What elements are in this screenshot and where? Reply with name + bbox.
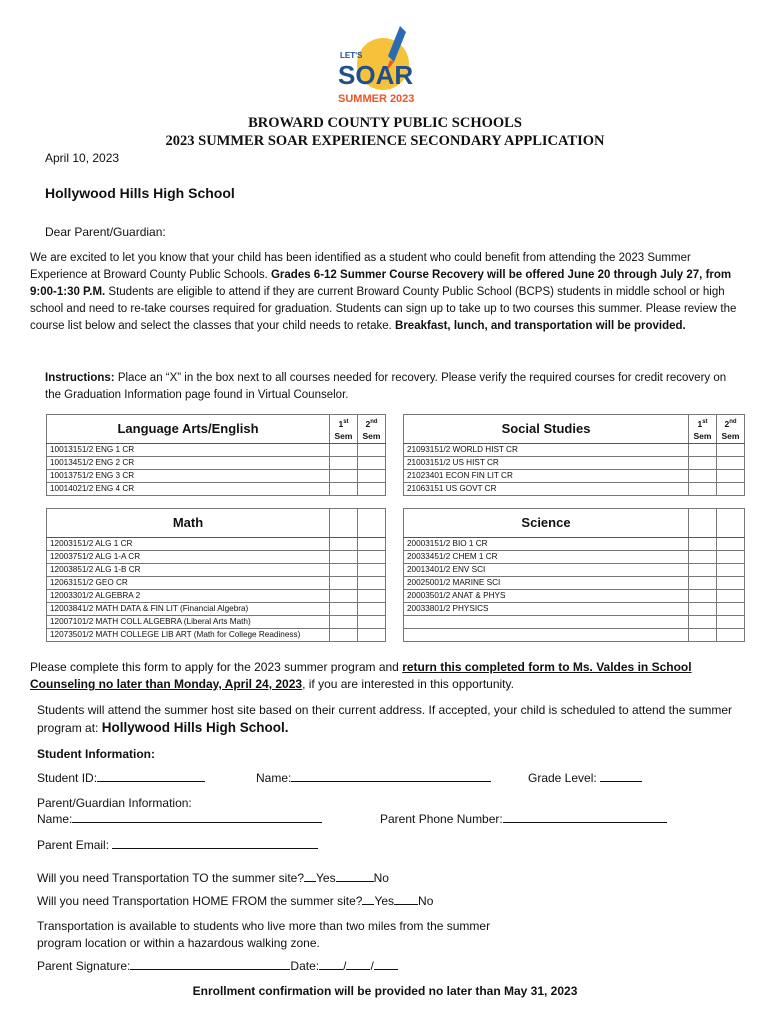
course-label: 20025001/2 MARINE SCI: [404, 577, 689, 590]
sem1-checkbox[interactable]: [330, 483, 358, 496]
sem1-checkbox[interactable]: [689, 577, 717, 590]
sem2-checkbox[interactable]: [717, 577, 745, 590]
sem1-checkbox[interactable]: [330, 551, 358, 564]
date-slash-2: /: [370, 959, 374, 973]
transport-home-yes-label: Yes: [374, 894, 395, 908]
sem1-checkbox[interactable]: [689, 470, 717, 483]
parent-info-label: Parent/Guardian Information:: [37, 796, 192, 810]
sem1-checkbox[interactable]: [689, 603, 717, 616]
transport-home-row: [37, 894, 433, 908]
student-id-field[interactable]: [97, 781, 205, 782]
intro-text-1: We are excited to let you know that your child has been identified as a student who could benefit from attending the 2023 Summer Experience at Broward County Public Schools.: [30, 252, 691, 281]
logo-soar: SOAR: [338, 60, 414, 90]
course-label: 12003751/2 ALG 1-A CR: [47, 551, 330, 564]
parent-name-field[interactable]: [72, 822, 322, 823]
transport-home-no-label: No: [418, 894, 434, 908]
sem2-checkbox[interactable]: [717, 551, 745, 564]
sem2-checkbox[interactable]: [717, 616, 745, 629]
transport-to-row: [37, 871, 389, 885]
transport-to-question: Will you need Transportation TO the summer site?: [37, 871, 305, 885]
table-row: [404, 564, 745, 577]
sem2-checkbox[interactable]: [358, 603, 386, 616]
sem2-checkbox[interactable]: [717, 590, 745, 603]
sem1-checkbox[interactable]: [330, 577, 358, 590]
table-row: [404, 538, 745, 551]
sem2-checkbox[interactable]: [717, 483, 745, 496]
sem1-checkbox[interactable]: [689, 629, 717, 642]
sem1-checkbox[interactable]: [689, 590, 717, 603]
sem1-header: [689, 509, 717, 538]
table-row: [404, 457, 745, 470]
apply-paragraph: [30, 659, 742, 693]
transport-to-no-field[interactable]: [336, 881, 374, 882]
host-paragraph: [37, 702, 742, 737]
course-label: 12003841/2 MATH DATA & FIN LIT (Financial Algebra): [47, 603, 330, 616]
sem1-checkbox[interactable]: [330, 457, 358, 470]
transport-note: Transportation is available to students who live more than two miles from the summer program location or within a hazardous walking zone.: [37, 919, 491, 950]
course-label: 20003151/2 BIO 1 CR: [404, 538, 689, 551]
table-row: [404, 551, 745, 564]
course-label: [404, 616, 689, 629]
transport-to-yes-label: Yes: [316, 871, 336, 885]
table-row: [404, 629, 745, 642]
course-label: 21093151/2 WORLD HIST CR: [404, 444, 689, 457]
table-row: [47, 629, 386, 642]
course-label: 12003151/2 ALG 1 CR: [47, 538, 330, 551]
apply-deadline: return this completed form to Ms. Valdes in School Counseling no later than Monday, April 24, 2023: [30, 660, 692, 691]
sem1-checkbox[interactable]: [689, 483, 717, 496]
apply-text-2: , if you are interested in this opportunity.: [302, 677, 514, 691]
date-month-field[interactable]: [319, 969, 343, 970]
course-label: 12073501/2 MATH COLLEGE LIB ART (Math for College Readiness): [47, 629, 330, 642]
sem2-checkbox[interactable]: [717, 470, 745, 483]
sem1-checkbox[interactable]: [689, 444, 717, 457]
language-arts-table: [46, 414, 386, 496]
sem2-checkbox[interactable]: [717, 444, 745, 457]
sem2-checkbox[interactable]: [717, 564, 745, 577]
transport-home-question: Will you need Transportation HOME FROM the summer site?: [37, 894, 363, 908]
signature-row: [37, 959, 398, 973]
course-label: 10014021/2 ENG 4 CR: [47, 483, 330, 496]
sem1-checkbox[interactable]: [330, 470, 358, 483]
sem1-checkbox[interactable]: [330, 444, 358, 457]
table-row: [47, 603, 386, 616]
greeting: Dear Parent/Guardian:: [45, 225, 166, 239]
date-slash-1: /: [343, 959, 347, 973]
footer-note: Enrollment confirmation will be provided no later than May 31, 2023: [192, 984, 578, 998]
course-label: 21003151/2 US HIST CR: [404, 457, 689, 470]
parent-email-label: Parent Email:: [37, 838, 110, 852]
course-label: 12003301/2 ALGEBRA 2: [47, 590, 330, 603]
sem2-checkbox[interactable]: [358, 538, 386, 551]
header-line-1: BROWARD COUNTY PUBLIC SCHOOLS: [248, 115, 522, 131]
student-name-row: [256, 771, 491, 785]
math-title: Math: [47, 509, 330, 538]
sem2-checkbox[interactable]: [717, 457, 745, 470]
student-name-label: Name:: [256, 771, 292, 785]
table-row: [47, 470, 386, 483]
table-row: [404, 590, 745, 603]
course-label: 12007101/2 MATH COLL ALGEBRA (Liberal Arts Math): [47, 616, 330, 629]
sem2-header: [358, 509, 386, 538]
sem1-header: 1st Sem: [689, 415, 717, 444]
course-label: 12063151/2 GEO CR: [47, 577, 330, 590]
course-label: 10013151/2 ENG 1 CR: [47, 444, 330, 457]
sem1-checkbox[interactable]: [330, 629, 358, 642]
course-label: 20013401/2 ENV SCI: [404, 564, 689, 577]
sem2-header: 2nd Sem: [358, 415, 386, 444]
sem1-header: 1st Sem: [330, 415, 358, 444]
letter-date: April 10, 2023: [45, 151, 120, 165]
sem2-checkbox[interactable]: [358, 551, 386, 564]
course-label: 12003851/2 ALG 1-B CR: [47, 564, 330, 577]
science-table: [403, 508, 745, 642]
sem1-header: [330, 509, 358, 538]
school-name: Hollywood Hills High School: [45, 185, 235, 201]
sem2-checkbox[interactable]: [358, 616, 386, 629]
sem2-checkbox[interactable]: [358, 577, 386, 590]
course-label: 20033451/2 CHEM 1 CR: [404, 551, 689, 564]
signature-date-label: Date:: [290, 959, 320, 973]
signature-field[interactable]: [130, 969, 290, 970]
table-row: [404, 577, 745, 590]
grade-field[interactable]: [600, 781, 642, 782]
instructions: [45, 370, 735, 404]
table-row: [47, 538, 386, 551]
sem1-checkbox[interactable]: [689, 538, 717, 551]
language-arts-title: Language Arts/English: [47, 415, 330, 444]
social-studies-title: Social Studies: [404, 415, 689, 444]
intro-meals: Breakfast, lunch, and transportation will be provided.: [395, 320, 686, 332]
student-id-label: Student ID:: [37, 771, 98, 785]
parent-name-label: Name:: [37, 812, 73, 826]
sem1-checkbox[interactable]: [330, 616, 358, 629]
table-row: [47, 590, 386, 603]
parent-phone-row: [380, 812, 667, 826]
instructions-label: Instructions:: [45, 372, 115, 384]
transport-home-yes-field[interactable]: [362, 904, 374, 905]
date-day-field[interactable]: [346, 969, 370, 970]
sem1-checkbox[interactable]: [689, 551, 717, 564]
table-row: [404, 483, 745, 496]
soar-summer-logo: [328, 22, 438, 106]
course-label: 10013451/2 ENG 2 CR: [47, 457, 330, 470]
sem2-checkbox[interactable]: [358, 444, 386, 457]
sem2-checkbox[interactable]: [358, 564, 386, 577]
sem2-checkbox[interactable]: [358, 483, 386, 496]
student-id-row: [37, 771, 205, 785]
sem2-checkbox[interactable]: [358, 470, 386, 483]
apply-text-1: Please complete this form to apply for the 2023 summer program and: [30, 660, 403, 674]
host-text: Students will attend the summer host site based on their current address. If accepted, your child is scheduled to attend the summer program at:: [37, 703, 733, 735]
course-label: 10013751/2 ENG 3 CR: [47, 470, 330, 483]
student-info-heading: Student Information:: [37, 747, 155, 761]
transport-to-yes-field[interactable]: [304, 881, 316, 882]
transport-home-no-field[interactable]: [394, 904, 418, 905]
course-label: 21063151 US GOVT CR: [404, 483, 689, 496]
sem1-checkbox[interactable]: [330, 603, 358, 616]
course-label: 20003501/2 ANAT & PHYS: [404, 590, 689, 603]
table-row: [404, 470, 745, 483]
sem2-checkbox[interactable]: [717, 629, 745, 642]
sem2-header: [717, 509, 745, 538]
table-row: [47, 444, 386, 457]
math-table: [46, 508, 386, 642]
parent-email-field[interactable]: [112, 848, 318, 849]
course-label: 21023401 ECON FIN LIT CR: [404, 470, 689, 483]
table-row: [47, 483, 386, 496]
table-row: [47, 551, 386, 564]
parent-phone-field[interactable]: [503, 822, 667, 823]
parent-email-row: [37, 838, 318, 852]
intro-paragraph: [30, 250, 742, 335]
logo-summer: SUMMER 2023: [338, 93, 415, 105]
sem1-checkbox[interactable]: [330, 564, 358, 577]
grade-row: [528, 771, 642, 785]
course-label: [404, 629, 689, 642]
sem2-checkbox[interactable]: [358, 629, 386, 642]
sem1-checkbox[interactable]: [330, 538, 358, 551]
table-row: [404, 616, 745, 629]
social-studies-table: [403, 414, 745, 496]
logo-lets: LET'S: [340, 51, 363, 60]
instructions-text: Place an “X” in the box next to all courses needed for recovery. Please verify the required courses for credit recovery on the Graduation Information page found in Virtual Counselor.: [45, 372, 727, 401]
science-title: Science: [404, 509, 689, 538]
header-line-2: 2023 SUMMER SOAR EXPERIENCE SECONDARY APPLICATION: [165, 133, 605, 149]
transport-to-no-label: No: [373, 871, 389, 885]
sem1-checkbox[interactable]: [689, 564, 717, 577]
sem1-checkbox[interactable]: [689, 616, 717, 629]
sem2-checkbox[interactable]: [358, 590, 386, 603]
parent-name-row: [37, 812, 322, 826]
date-year-field[interactable]: [374, 969, 398, 970]
intro-dates: Grades 6-12 Summer Course Recovery will be offered June 20 through July 27, from 9:00-1:30 P.M.: [30, 269, 732, 298]
course-label: 20033801/2 PHYSICS: [404, 603, 689, 616]
intro-text-2: Students are eligible to attend if they are current Broward County Public School (BCPS) students in middle school or high school and need to re-take courses required for graduation. Students can sign up to take up to two courses this summer. Please review the course list below and select the classes that your child needs to retake.: [30, 286, 737, 332]
host-school: Hollywood Hills High School.: [101, 720, 289, 735]
table-row: [47, 616, 386, 629]
table-row: [404, 603, 745, 616]
grade-label: Grade Level:: [528, 771, 597, 785]
table-row: [47, 564, 386, 577]
sem2-checkbox[interactable]: [358, 457, 386, 470]
student-name-field[interactable]: [291, 781, 491, 782]
table-row: [47, 457, 386, 470]
signature-label: Parent Signature:: [37, 959, 131, 973]
sem2-checkbox[interactable]: [717, 538, 745, 551]
sem1-checkbox[interactable]: [330, 590, 358, 603]
table-row: [404, 444, 745, 457]
parent-phone-label: Parent Phone Number:: [380, 812, 503, 826]
sem2-header: 2nd Sem: [717, 415, 745, 444]
sem1-checkbox[interactable]: [689, 457, 717, 470]
sem2-checkbox[interactable]: [717, 603, 745, 616]
table-row: [47, 577, 386, 590]
